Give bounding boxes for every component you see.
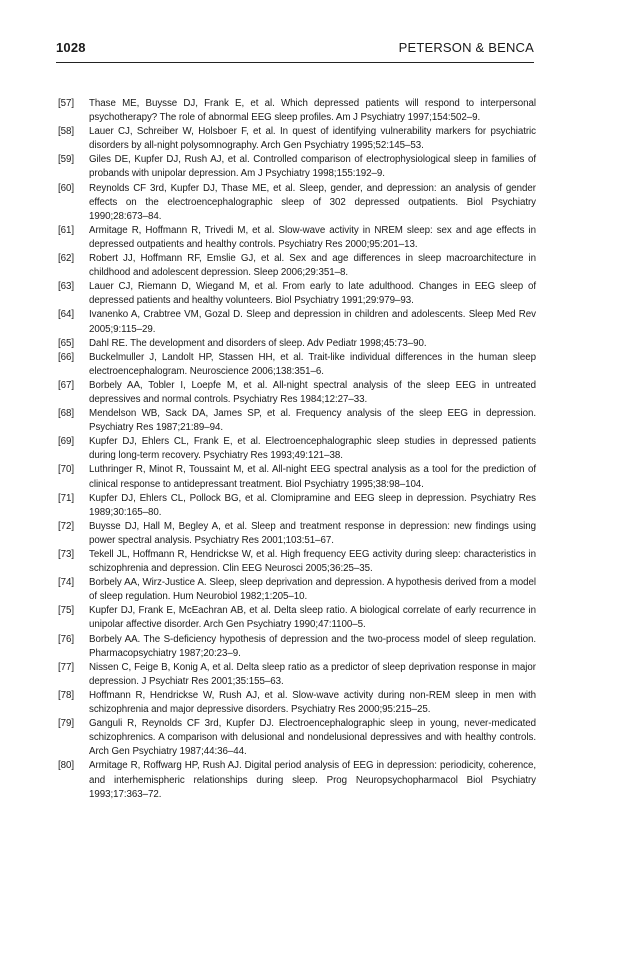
reference-item xyxy=(58,759,536,801)
reference-number: [65] xyxy=(58,337,75,349)
reference-number: [72] xyxy=(58,520,75,532)
reference-text: Hoffmann R, Hendrickse W, Rush AJ, et al. Slow-wave activity during non-REM sleep in men with schizophrenia and major depressive disorders. Psychiatry Res 2000;95:215–25. xyxy=(89,689,536,716)
reference-text: Ivanenko A, Crabtree VM, Gozal D. Sleep and depression in children and adolescents. Sleep Med Rev 2005;9:115–29. xyxy=(89,309,536,335)
reference-item xyxy=(58,520,536,548)
reference-item xyxy=(58,125,536,153)
reference-item xyxy=(58,633,536,661)
reference-item xyxy=(58,463,536,491)
reference-item xyxy=(58,252,536,280)
reference-number: [80] xyxy=(58,760,75,772)
reference-text: Luthringer R, Minot R, Toussaint M, et al. All-night EEG spectral analysis as a tool for the prediction of clinical response to antidepressant treatment. Biol Psychiatry 1995;38:98–104. xyxy=(89,464,536,490)
reference-text: Giles DE, Kupfer DJ, Rush AJ, et al. Controlled comparison of electrophysiological sleep in families of probands with unipolar depression. Am J Psychiatry 1998;155:192–9. xyxy=(89,154,536,180)
reference-text: Robert JJ, Hoffmann RF, Emslie GJ, et al. Sex and age differences in sleep macroarchitecture in childhood and adolescent depression. Sleep 2006;29:351–8. xyxy=(89,253,536,279)
reference-item xyxy=(58,337,536,351)
reference-number: [79] xyxy=(58,718,75,730)
reference-number: [64] xyxy=(58,309,75,321)
reference-text: Dahl RE. The development and disorders of sleep. Adv Pediatr 1998;45:73–90. xyxy=(89,337,427,349)
reference-number: [74] xyxy=(58,577,75,589)
reference-item xyxy=(58,576,536,604)
reference-number: [67] xyxy=(58,379,75,391)
reference-number: [77] xyxy=(58,661,75,673)
reference-text: Kupfer DJ, Frank E, McEachran AB, et al. Delta sleep ratio. A biological correlate of early recurrence in unipolar affective disorder. Arch Gen Psychiatry 1990;47:1100–5. xyxy=(89,605,536,631)
reference-text: Buysse DJ, Hall M, Begley A, et al. Sleep and treatment response in depression: new findings using power spectral analysis. Psychiatry Res 2001;103:51–67. xyxy=(89,520,536,546)
reference-number: [59] xyxy=(58,154,75,166)
reference-text: Borbely AA, Wirz-Justice A. Sleep, sleep deprivation and depression. A hypothesis derived from a model of sleep regulation. Hum Neurobiol 1982;1:205–10. xyxy=(89,577,536,603)
reference-item xyxy=(58,604,536,632)
reference-number: [61] xyxy=(58,224,75,236)
reference-number: [70] xyxy=(58,464,75,476)
reference-number: [75] xyxy=(58,605,75,617)
reference-item xyxy=(58,351,536,379)
reference-item xyxy=(58,661,536,689)
running-head: PETERSON & BENCA xyxy=(398,40,534,55)
reference-text: Lauer CJ, Riemann D, Wiegand M, et al. From early to late adulthood. Changes in EEG sleep of depressed patients and healthy volunteers. Biol Psychiatry 1991;29:979–93. xyxy=(89,281,536,307)
reference-number: [60] xyxy=(58,182,75,194)
reference-text: Kupfer DJ, Ehlers CL, Pollock BG, et al. Clomipramine and EEG sleep in depression. Psychiatry Res 1989;30:165–80. xyxy=(89,492,536,518)
reference-number: [63] xyxy=(58,281,75,293)
reference-item xyxy=(58,717,536,759)
reference-item xyxy=(58,280,536,308)
reference-item xyxy=(58,308,536,336)
reference-list xyxy=(58,97,536,802)
page-header xyxy=(56,40,534,62)
reference-text: Tekell JL, Hoffmann R, Hendrickse W, et al. High frequency EEG activity during sleep: characteristics in schizophrenia and depression. Clin EEG Neurosci 2005;36:25–35. xyxy=(89,549,536,575)
reference-text: Mendelson WB, Sack DA, James SP, et al. Frequency analysis of the sleep EEG in depression. Psychiatry Res 1987;21:89–94. xyxy=(89,408,536,434)
reference-text: Borbely AA, Tobler I, Loepfe M, et al. All-night spectral analysis of the sleep EEG in untreated depressives and normal controls. Psychiatry Res 1984;12:27–33. xyxy=(89,379,536,405)
reference-text: Ganguli R, Reynolds CF 3rd, Kupfer DJ. Electroencephalographic sleep in young, never-medicated schizophrenics. A comparison with delusional and nondelusional depressives and with healthy controls. Arch Gen Psychiatry 1987;44:36–44. xyxy=(89,718,536,758)
reference-number: [76] xyxy=(58,633,75,645)
reference-item xyxy=(58,548,536,576)
reference-text: Buckelmuller J, Landolt HP, Stassen HH, et al. Trait-like individual differences in the human sleep electroencephalogram. Neuroscience 2006;138:351–6. xyxy=(89,351,536,377)
reference-number: [62] xyxy=(58,253,75,265)
reference-item xyxy=(58,689,536,717)
reference-text: Nissen C, Feige B, Konig A, et al. Delta sleep ratio as a predictor of sleep deprivation response in major depression. J Psychiatr Res 2001;35:155–63. xyxy=(89,661,536,687)
reference-text: Armitage R, Roffwarg HP, Rush AJ. Digital period analysis of EEG in depression: periodicity, coherence, and interhemispheric relationships during sleep. Prog Neuropsychopharmacol Biol Psychiatry 1993;17:363–72. xyxy=(89,760,536,800)
reference-item xyxy=(58,97,536,125)
reference-number: [68] xyxy=(58,408,75,420)
reference-text: Armitage R, Hoffmann R, Trivedi M, et al. Slow-wave activity in NREM sleep: sex and age effects in depressed outpatients and healthy controls. Psychiatry Res 2000;95:201–13. xyxy=(89,224,536,250)
reference-item xyxy=(58,407,536,435)
reference-text: Thase ME, Buysse DJ, Frank E, et al. Which depressed patients will respond to interpersonal psychotherapy? The role of abnormal EEG sleep profiles. Am J Psychiatry 1997;154:502–9. xyxy=(89,98,536,124)
page-number: 1028 xyxy=(56,40,86,55)
reference-text: Reynolds CF 3rd, Kupfer DJ, Thase ME, et al. Sleep, gender, and depression: an analysis of gender effects on the electroencephalographic sleep of 302 depressed outpatients. Biol Psychiatry 1990;28:673–84. xyxy=(89,182,536,222)
reference-number: [57] xyxy=(58,98,75,109)
reference-number: [78] xyxy=(58,689,75,701)
reference-item xyxy=(58,379,536,407)
reference-number: [73] xyxy=(58,549,75,560)
reference-number: [71] xyxy=(58,492,75,504)
reference-item xyxy=(58,182,536,224)
reference-item xyxy=(58,492,536,520)
reference-number: [66] xyxy=(58,351,75,363)
reference-text: Kupfer DJ, Ehlers CL, Frank E, et al. Electroencephalographic sleep studies in depressed patients during long-term recovery. Psychiatry Res 1993;49:121–38. xyxy=(89,436,536,462)
reference-text: Lauer CJ, Schreiber W, Holsboer F, et al. In quest of identifying vulnerability markers for psychiatric disorders by all-night polysomnography. Arch Gen Psychiatry 1995;52:145–53. xyxy=(89,126,536,152)
reference-number: [69] xyxy=(58,436,75,448)
reference-item xyxy=(58,153,536,181)
reference-item xyxy=(58,435,536,463)
reference-text: Borbely AA. The S-deficiency hypothesis of depression and the two-process model of sleep regulation. Pharmacopsychiatry 1987;20:23–9. xyxy=(89,633,536,659)
reference-item xyxy=(58,224,536,252)
header-rule xyxy=(56,62,534,63)
reference-number: [58] xyxy=(58,126,75,138)
